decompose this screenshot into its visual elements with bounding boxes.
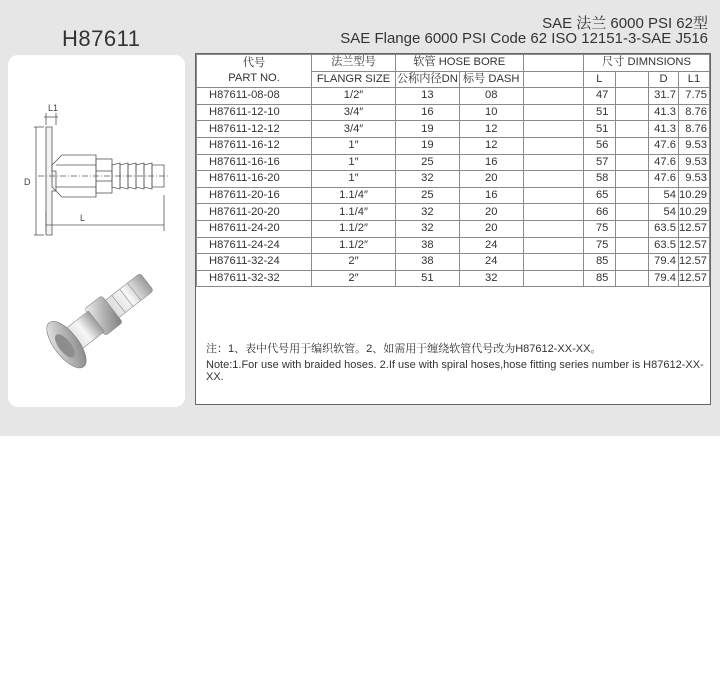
cell-flange-size: 1″: [312, 154, 396, 171]
cell-d: 47.6: [649, 137, 679, 154]
note-chinese: 注：1、表中代号用于编织软管。2、如需用于缠绕软管代号改为H87612-XX-XX。: [206, 343, 602, 355]
cell-l1: 8.76: [678, 121, 709, 138]
cell-l1: 8.76: [678, 104, 709, 121]
dimension-label-l1: L1: [48, 103, 59, 113]
header-l1: L1: [678, 71, 709, 88]
cell-blank-b: [615, 88, 648, 105]
cell-dash: 24: [459, 254, 523, 271]
cell-flange-size: 2″: [312, 270, 396, 287]
cell-flange-size: 1.1/4″: [312, 187, 396, 204]
cell-blank-a: [523, 270, 583, 287]
cell-d: 63.5: [649, 220, 679, 237]
cell-d: 79.4: [649, 270, 679, 287]
cell-l: 51: [583, 121, 615, 138]
cell-blank-a: [523, 237, 583, 254]
header-part-no: [197, 55, 312, 88]
cell-blank-a: [523, 204, 583, 221]
header-l: L: [583, 71, 615, 88]
cell-dn: 19: [395, 121, 459, 138]
cell-part-no: H87611-24-24: [197, 237, 312, 254]
cell-d: 47.6: [649, 154, 679, 171]
cell-flange-size: 1/2″: [312, 88, 396, 105]
table-row: [197, 254, 710, 271]
cell-dash: 16: [459, 154, 523, 171]
cell-blank-a: [523, 171, 583, 188]
cell-blank-a: [523, 220, 583, 237]
cell-dn: 16: [395, 104, 459, 121]
cell-blank-a: [523, 187, 583, 204]
table-row: [197, 270, 710, 287]
dimension-label-d: D: [24, 177, 31, 187]
note-english: Note:1.For use with braided hoses. 2.If use with spiral hoses,hose fitting series number is H87612-XX-XX.: [206, 359, 704, 383]
table-row: [197, 104, 710, 121]
cell-dn: 13: [395, 88, 459, 105]
cell-flange-size: 3/4″: [312, 121, 396, 138]
cell-l1: 9.53: [678, 171, 709, 188]
table-row: [197, 121, 710, 138]
cell-blank-b: [615, 270, 648, 287]
cell-blank-a: [523, 88, 583, 105]
cell-l1: 10.29: [678, 187, 709, 204]
cell-d: 47.6: [649, 171, 679, 188]
header-hose-bore: 软管 HOSE BORE: [395, 55, 523, 72]
header-part-cn: 代号: [242, 57, 266, 70]
spec-table-body: [197, 88, 710, 287]
cell-l: 65: [583, 187, 615, 204]
cell-part-no: H87611-16-12: [197, 137, 312, 154]
header-flange-en: FLANGR SIZE: [312, 71, 396, 88]
cell-dash: 24: [459, 237, 523, 254]
spec-table: [196, 54, 710, 287]
cell-l1: 9.53: [678, 137, 709, 154]
table-row: [197, 171, 710, 188]
title-line-1: SAE 法兰 6000 PSI 62型: [542, 15, 708, 32]
header-blank-1: [523, 55, 583, 72]
cell-d: 54: [649, 187, 679, 204]
cell-l1: 12.57: [678, 254, 709, 271]
cell-flange-size: 1.1/2″: [312, 220, 396, 237]
cell-blank-b: [615, 204, 648, 221]
cell-dn: 25: [395, 154, 459, 171]
cell-blank-b: [615, 137, 648, 154]
cell-blank-b: [615, 220, 648, 237]
header-dimensions: 尺寸 DIMNSIONS: [583, 55, 709, 72]
cell-dash: 12: [459, 137, 523, 154]
header-blank-2: [523, 71, 583, 88]
cell-l1: 12.57: [678, 220, 709, 237]
cell-blank-b: [615, 154, 648, 171]
cell-dn: 38: [395, 254, 459, 271]
cell-part-no: H87611-12-12: [197, 121, 312, 138]
cell-dn: 19: [395, 137, 459, 154]
dimension-label-l: L: [80, 213, 86, 223]
cell-dn: 32: [395, 204, 459, 221]
table-row: [197, 204, 710, 221]
table-row: [197, 237, 710, 254]
cell-l: 85: [583, 254, 615, 271]
header-d: D: [649, 71, 679, 88]
cell-blank-a: [523, 137, 583, 154]
cell-d: 79.4: [649, 254, 679, 271]
cell-flange-size: 2″: [312, 254, 396, 271]
spec-table-container: [195, 53, 711, 405]
model-number: H87611: [62, 26, 141, 51]
cell-flange-size: 1.1/2″: [312, 237, 396, 254]
cell-dash: 20: [459, 171, 523, 188]
cell-blank-a: [523, 154, 583, 171]
cell-blank-b: [615, 237, 648, 254]
cell-flange-size: 3/4″: [312, 104, 396, 121]
cell-d: 31.7: [649, 88, 679, 105]
cell-dn: 32: [395, 171, 459, 188]
header-flange-cn: 法兰型号: [312, 55, 396, 72]
cell-flange-size: 1.1/4″: [312, 204, 396, 221]
table-row: [197, 187, 710, 204]
cell-part-no: H87611-12-10: [197, 104, 312, 121]
cell-dn: 38: [395, 237, 459, 254]
cell-l: 58: [583, 171, 615, 188]
cell-part-no: H87611-20-16: [197, 187, 312, 204]
table-row: [197, 137, 710, 154]
cell-blank-b: [615, 121, 648, 138]
cell-l1: 7.75: [678, 88, 709, 105]
table-row: [197, 88, 710, 105]
cell-part-no: H87611-32-32: [197, 270, 312, 287]
title-line-2: SAE Flange 6000 PSI Code 62 ISO 12151-3-SAE J516: [340, 30, 708, 47]
cell-dash: 32: [459, 270, 523, 287]
cell-blank-b: [615, 171, 648, 188]
table-row: [197, 154, 710, 171]
cell-blank-a: [523, 121, 583, 138]
cell-l: 75: [583, 237, 615, 254]
cell-l1: 10.29: [678, 204, 709, 221]
cell-dn: 32: [395, 220, 459, 237]
cell-flange-size: 1″: [312, 137, 396, 154]
cell-blank-a: [523, 104, 583, 121]
cell-blank-b: [615, 104, 648, 121]
cell-dn: 51: [395, 270, 459, 287]
cell-d: 63.5: [649, 237, 679, 254]
cell-part-no: H87611-16-20: [197, 171, 312, 188]
cell-l1: 12.57: [678, 270, 709, 287]
cell-dash: 20: [459, 220, 523, 237]
cell-l: 66: [583, 204, 615, 221]
cell-blank-b: [615, 187, 648, 204]
cell-dn: 25: [395, 187, 459, 204]
cell-l: 51: [583, 104, 615, 121]
cell-d: 54: [649, 204, 679, 221]
cell-dash: 12: [459, 121, 523, 138]
cell-part-no: H87611-20-20: [197, 204, 312, 221]
cell-l: 75: [583, 220, 615, 237]
cell-d: 41.3: [649, 104, 679, 121]
cell-flange-size: 1″: [312, 171, 396, 188]
cell-part-no: H87611-16-16: [197, 154, 312, 171]
cell-dash: 08: [459, 88, 523, 105]
table-row: [197, 220, 710, 237]
header-blank-3: [615, 71, 648, 88]
cell-l1: 9.53: [678, 154, 709, 171]
cell-blank-b: [615, 254, 648, 271]
cell-part-no: H87611-08-08: [197, 88, 312, 105]
header-dash: 标号 DASH: [459, 71, 523, 88]
cell-l: 57: [583, 154, 615, 171]
cell-part-no: H87611-24-20: [197, 220, 312, 237]
cell-dash: 20: [459, 204, 523, 221]
cell-l1: 12.57: [678, 237, 709, 254]
header-dn: 公称内径DN: [395, 71, 459, 88]
header-part-en: PART NO.: [228, 72, 280, 85]
cell-dash: 16: [459, 187, 523, 204]
cell-l: 47: [583, 88, 615, 105]
cell-dash: 10: [459, 104, 523, 121]
cell-l: 56: [583, 137, 615, 154]
cell-l: 85: [583, 270, 615, 287]
cell-part-no: H87611-32-24: [197, 254, 312, 271]
cell-blank-a: [523, 254, 583, 271]
cell-d: 41.3: [649, 121, 679, 138]
fitting-photo: [28, 245, 168, 395]
image-card: [8, 55, 185, 407]
technical-drawing: [16, 99, 176, 239]
